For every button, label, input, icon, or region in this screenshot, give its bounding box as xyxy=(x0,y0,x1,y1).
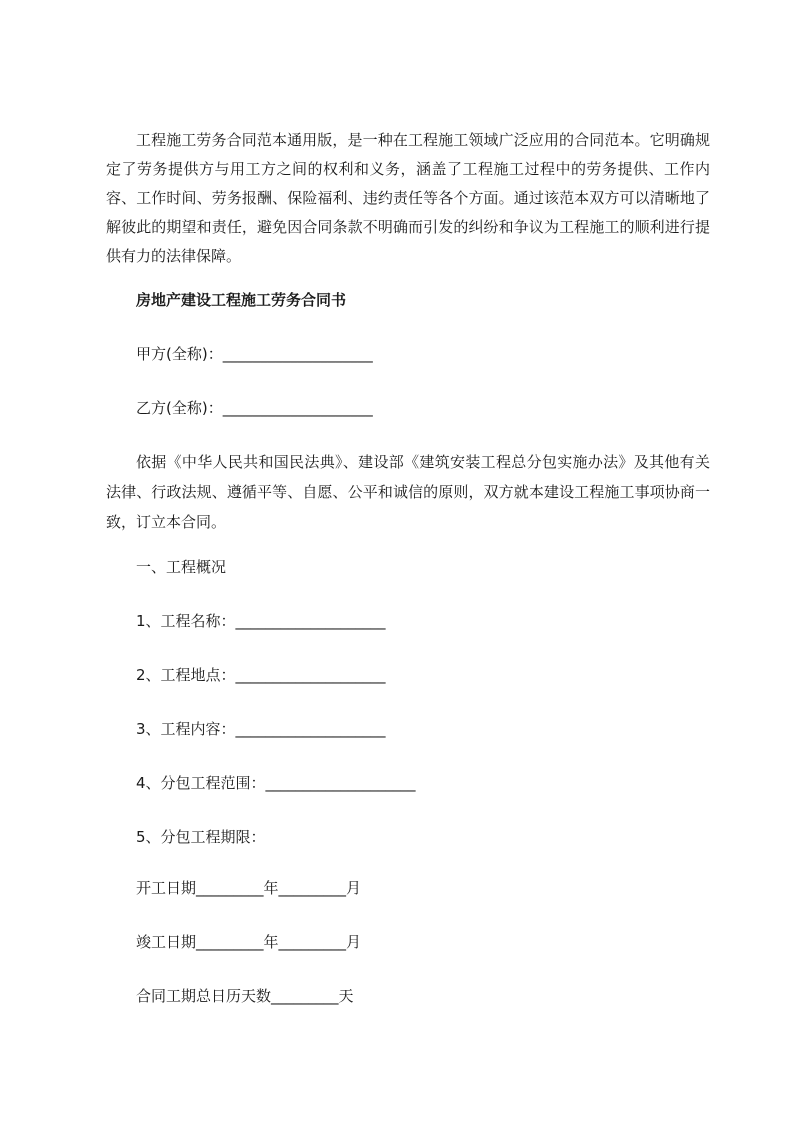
section-heading-overview: 一、工程概况 xyxy=(136,558,227,576)
subcontract-period-line: 5、分包工程期限： xyxy=(136,828,266,846)
party-a-line: 甲方(全称)：____________________ xyxy=(136,345,373,363)
project-location-line: 2、工程地点：____________________ xyxy=(136,666,386,684)
party-b-line: 乙方(全称)：____________________ xyxy=(136,399,373,417)
intro-paragraph: 工程施工劳务合同范本通用版，是一种在工程施工领域广泛应用的合同范本。它明确规定了劳务提供方与用工方之间的权利和义务，涵盖了工程施工过程中的劳务提供、工作内容、工作时间、劳务报酬、保险福利、违约责任等各个方面。通过该范本双方可以清晰地了解彼此的期望和责任，避免因合同条款不明确而引发的纠纷和争议为工程施工的顺利进行提供有力的法律保障。 xyxy=(106,131,710,265)
contract-title: 房地产建设工程施工劳务合同书 xyxy=(136,291,347,309)
total-days-line: 合同工期总日历天数_________天 xyxy=(136,987,354,1005)
project-content-line: 3、工程内容：____________________ xyxy=(136,720,386,738)
completion-date-line: 竣工日期_________年_________月 xyxy=(136,933,362,951)
subcontract-scope-line: 4、分包工程范围：____________________ xyxy=(136,774,416,792)
project-name-line: 1、工程名称：____________________ xyxy=(136,612,386,630)
start-date-line: 开工日期_________年_________月 xyxy=(136,879,362,897)
basis-paragraph: 依据《中华人民共和国民法典》、建设部《建筑安装工程总分包实施办法》及其他有关法律、行政法规、遵循平等、自愿、公平和诚信的原则，双方就本建设工程施工事项协商一致，订立本合同。 xyxy=(106,453,710,531)
